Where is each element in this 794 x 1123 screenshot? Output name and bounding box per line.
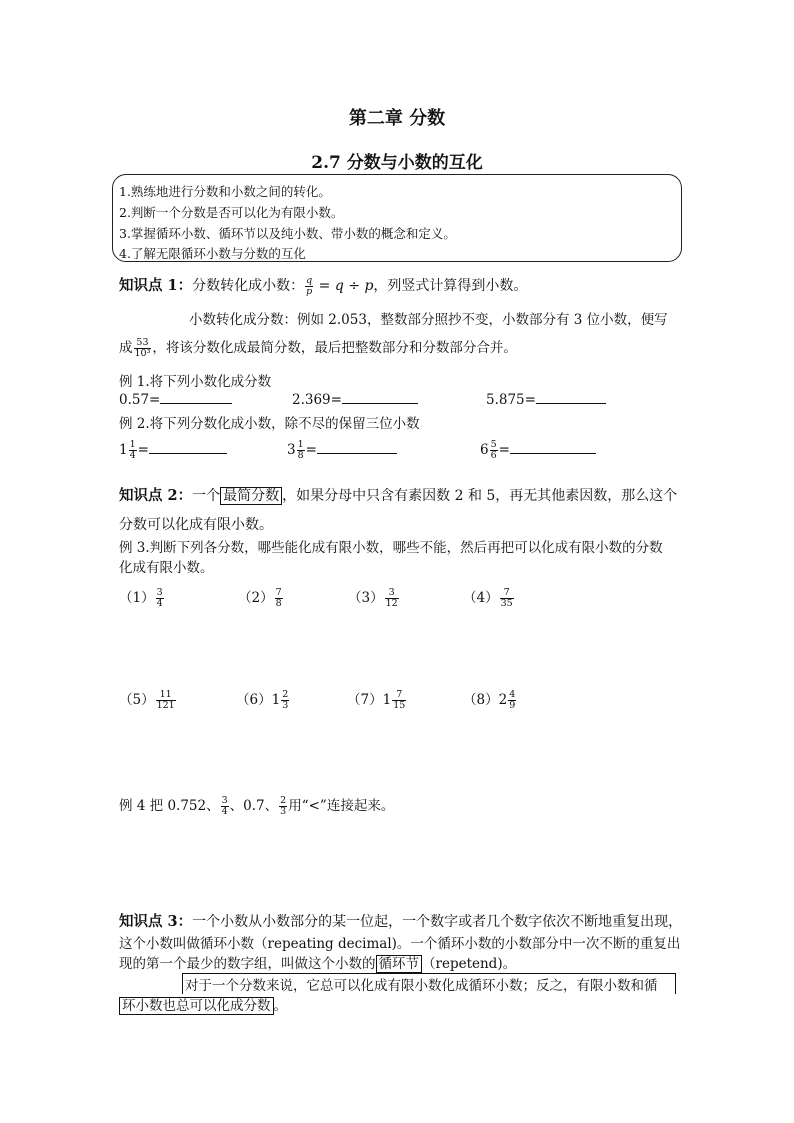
example-1-item: 0.57=	[119, 391, 232, 408]
goal-item: 2.判断一个分数是否可以化为有限小数。	[119, 205, 344, 220]
example-3-item: （2） $\frac{7}{8}$	[238, 587, 282, 609]
example-3-item: （5） $\frac{11}{121}$	[119, 689, 175, 711]
example-4: 例 4 把 0.752、 $\frac{3}{4}$ 、0.7、 $\frac{2}{3}$ 用“<”连接起来。	[119, 795, 395, 817]
formula-fraction: $\frac{q}{p}$	[306, 274, 313, 297]
kp2-text-cont: 分数可以化成有限小数。	[119, 517, 273, 533]
kp1-text: 分数转化成小数：	[192, 278, 305, 294]
kp1-para2: 小数转化成分数：例如 2.053，整数部分照抄不变，小数部分有 3 位小数，便写	[189, 312, 668, 328]
knowledge-point-3: 知识点 3：一个小数从小数部分的某一位起，一个数字或者几个数字依次不断地重复出现，	[119, 913, 683, 930]
kp3-boxed-line-2: 环小数也总可以化成分数 。	[119, 994, 287, 1014]
goal-item: 1.熟练地进行分数和小数之间的转化。	[119, 184, 331, 199]
formula-rest: = q ÷ p	[314, 278, 374, 294]
boxed-term: 循环节	[376, 955, 423, 973]
example-3-item: （6）1 $\frac{2}{3}$	[236, 689, 289, 711]
example-1-item: 2.369=	[292, 391, 418, 408]
example-2-item: 6 $\frac{5}{6}$ =	[480, 440, 596, 461]
example-1-title: 例 1.将下列小数化成分数	[119, 374, 272, 390]
kp1-para2-cont: 成 $\frac{53}{\text{10³}}$ ，将该分数化成最简分数，最后把整数部分和分数部分合并。	[119, 337, 517, 359]
example-1-item: 5.875=	[486, 391, 606, 408]
kp3-line-3: 现的第一个最少的数字组，叫做这个小数的 循环节 （repetend)。	[119, 956, 517, 972]
section-title: 2.7 分数与小数的互化	[311, 153, 483, 173]
example-2-title: 例 2.将下列分数化成小数，除不尽的保留三位小数	[119, 416, 420, 432]
chapter-title: 第二章 分数	[348, 108, 446, 129]
example-2-item: 3 $\frac{1}{8}$ =	[287, 440, 397, 461]
example-3-title: 例 3.判断下列各分数，哪些能化成有限小数，哪些不能，然后再把可以化成有限小数的分数	[119, 540, 663, 556]
example-3-item: （3） $\frac{3}{12}$	[348, 587, 398, 609]
example-fraction: $\frac{53}{\text{10³}}$	[134, 337, 151, 359]
knowledge-point-2: 知识点 2：一个 最简分数 ，如果分母中只含有素因数 2 和 5，再无其他素因数，那么这个	[119, 487, 678, 504]
goal-item: 3.掌握循环小数、循环节以及纯小数、带小数的概念和定义。	[119, 226, 456, 241]
kp3-line-2: 这个小数叫做循环小数（repeating decimal)。一个循环小数的小数部分中一次不断的重复出	[119, 936, 681, 952]
example-2-item: 1 $\frac{1}{4}$ =	[119, 440, 227, 461]
kp1-label: 知识点 1：	[119, 277, 193, 294]
example-3-item: （8）2 $\frac{4}{9}$	[463, 689, 516, 711]
example-3-item: （1） $\frac{3}{4}$	[119, 587, 163, 609]
goal-item: 4.了解无限循环小数与分数的互化	[119, 246, 306, 261]
boxed-term: 最简分数	[220, 487, 282, 505]
kp3-boxed-line-1: 对于一个分数来说，它总可以化成有限小数化成循环小数；反之，有限小数和循	[182, 973, 676, 994]
example-3-item: （4） $\frac{7}{35}$	[463, 587, 513, 609]
example-3-item: （7）1 $\frac{7}{15}$	[347, 689, 406, 711]
knowledge-point-1	[119, 274, 527, 297]
example-3-title-cont: 化成有限小数。	[119, 560, 214, 576]
kp1-text-b: ，列竖式计算得到小数。	[373, 278, 528, 294]
